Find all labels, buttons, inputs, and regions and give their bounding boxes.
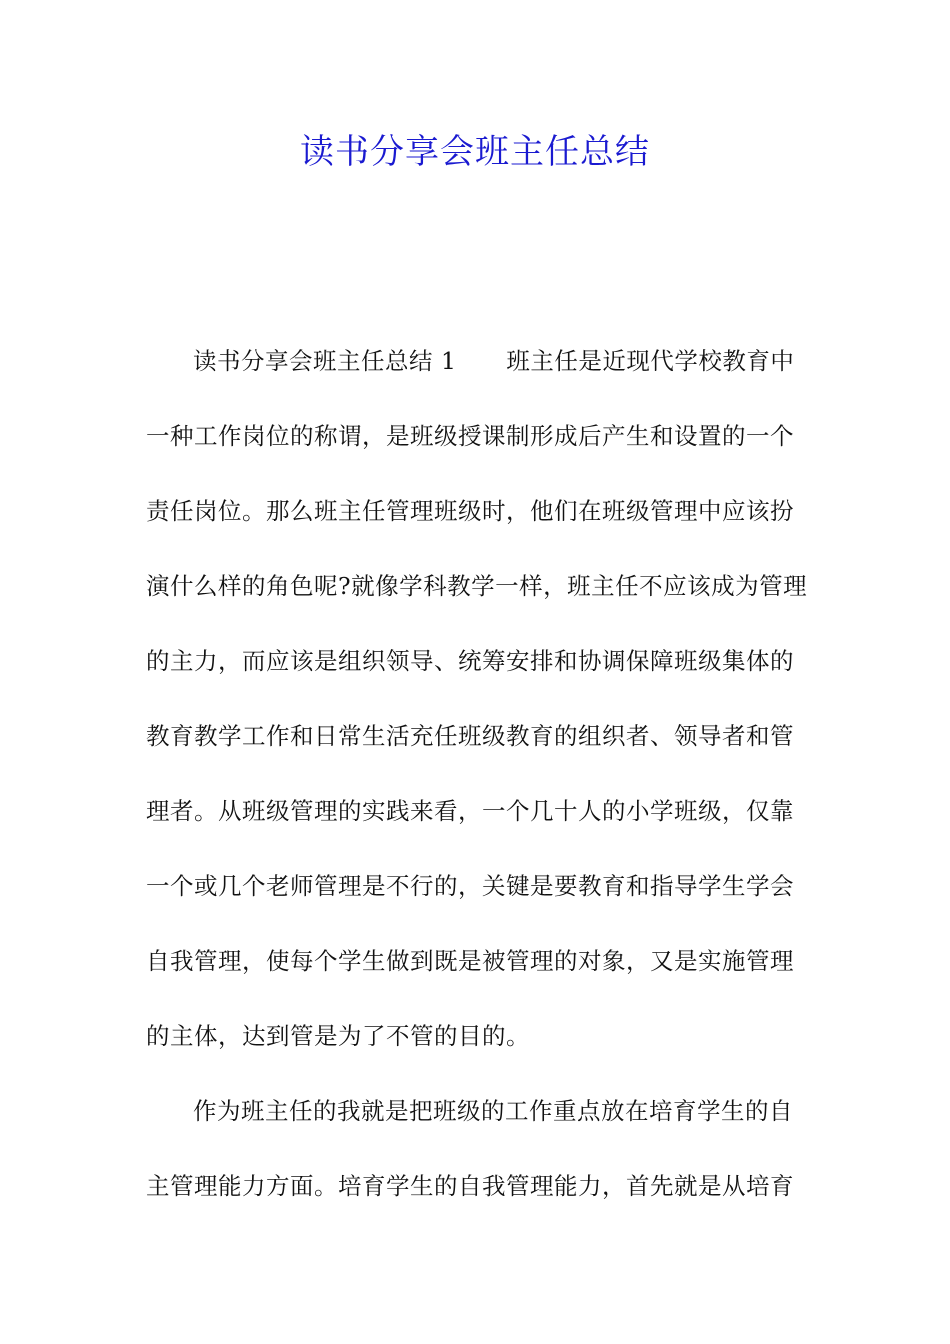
text-line [146, 340, 808, 415]
paragraph-1 [146, 340, 808, 1090]
text-line: 理者。从班级管理的实践来看，一个几十人的小学班级，仅靠 [146, 797, 794, 825]
document-title: 读书分享会班主任总结 [300, 132, 650, 172]
document-body [146, 340, 808, 1240]
paragraph-2 [146, 1090, 808, 1240]
text-line: 演什么样的角色呢?就像学科教学一样，班主任不应该成为管理 [146, 572, 808, 600]
section-heading: 读书分享会班主任总结 1 [193, 347, 457, 375]
text-line: 自我管理，使每个学生做到既是被管理的对象，又是实施管理 [146, 947, 794, 975]
text-line: 一个或几个老师管理是不行的，关键是要教育和指导学生学会 [146, 872, 794, 900]
text-line: 的主体，达到管是为了不管的目的。 [146, 1022, 530, 1050]
text-line: 一种工作岗位的称谓，是班级授课制形成后产生和设置的一个 [146, 422, 794, 450]
text-line: 作为班主任的我就是把班级的工作重点放在培育学生的自 [193, 1097, 793, 1125]
text-line: 责任岗位。那么班主任管理班级时，他们在班级管理中应该扮 [146, 497, 794, 525]
text-line: 的主力，而应该是组织领导、统筹安排和协调保障班级集体的 [146, 647, 794, 675]
text-line: 教育教学工作和日常生活充任班级教育的组织者、领导者和管 [146, 722, 794, 750]
text-run: 班主任是近现代学校教育中 [506, 347, 795, 375]
text-line: 主管理能力方面。培育学生的自我管理能力，首先就是从培育 [146, 1172, 794, 1200]
